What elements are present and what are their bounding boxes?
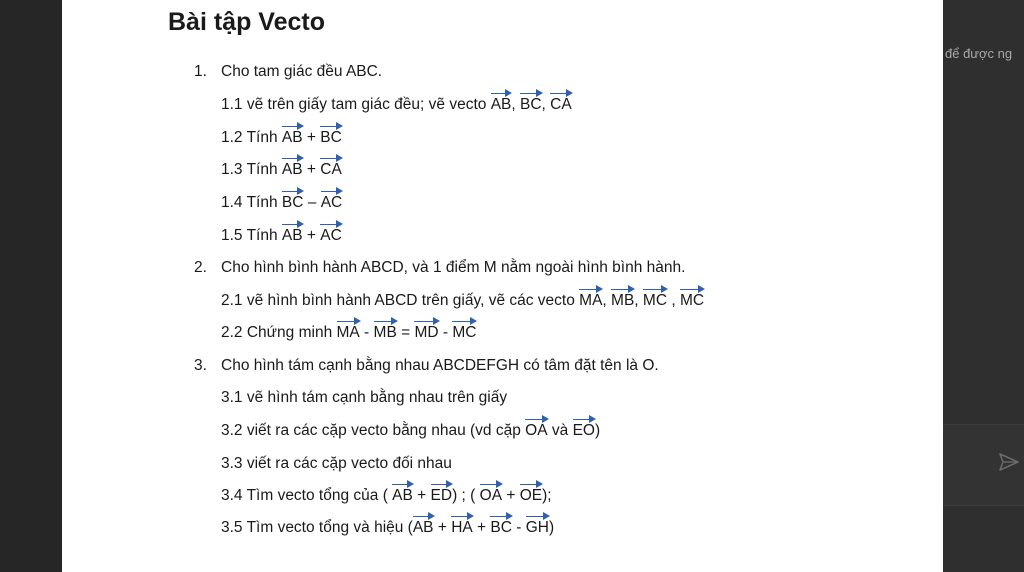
operator: – [303, 194, 321, 211]
vector-label: CA [320, 161, 342, 178]
sub-item-3-1 [221, 389, 507, 407]
sub-item-1-5 [221, 227, 342, 245]
vector-label: OA [479, 487, 503, 504]
sub-item-1-4 [221, 194, 342, 212]
side-panel-text: để được ng [945, 46, 1013, 61]
sub-text: 1.3 Tính [221, 161, 282, 178]
page-title: Bài tập Vecto [168, 8, 325, 36]
sub-text: 3.1 vẽ hình tám cạnh bằng nhau trên giấy [221, 389, 508, 406]
vector-label: BC [520, 96, 542, 113]
sub-text: ) ; ( [452, 487, 480, 504]
vector-label: MC [679, 292, 705, 309]
vector-label: MB [611, 292, 635, 309]
sub-item-3-5 [221, 519, 554, 537]
vector-label: AB [281, 227, 303, 244]
sub-item-3-3 [221, 455, 452, 473]
list-number-2: 2. [194, 259, 207, 276]
vector-label: MD [414, 324, 439, 341]
vector-label: MA [579, 292, 603, 309]
sub-text: , [667, 292, 680, 309]
operator: - [511, 519, 526, 536]
vector-label: OE [519, 487, 543, 504]
vector-label: EO [572, 422, 595, 439]
sub-text: và [547, 422, 573, 439]
sub-item-1-3 [221, 161, 342, 179]
sub-text: 1.1 vẽ trên giấy tam giác đều; vẽ vecto [221, 96, 491, 113]
operator: - [359, 324, 374, 341]
list-number-3: 3. [194, 357, 207, 374]
sub-text: , [602, 292, 612, 309]
left-dark-margin [0, 0, 62, 572]
operator: + [302, 161, 321, 178]
sub-text: ); [542, 487, 552, 504]
sub-item-1-1 [221, 96, 572, 114]
vector-label: MA [336, 324, 360, 341]
list-item-3: Cho hình tám cạnh bằng nhau ABCDEFGH có tâm đặt tên là O. [221, 357, 659, 374]
vector-label: MC [642, 292, 668, 309]
vector-label: AB [490, 96, 512, 113]
operator: + [412, 487, 431, 504]
sub-text: ) [549, 519, 555, 536]
sub-text: 2.2 Chứng minh [221, 324, 337, 341]
vector-label: OA [525, 422, 548, 439]
document-page [62, 0, 943, 572]
sub-item-2-2 [221, 324, 476, 342]
vector-label: MB [373, 324, 397, 341]
vector-label: BC [320, 129, 342, 146]
sub-text: , [511, 96, 520, 113]
sub-text: 3.5 Tìm vecto tổng và hiệu ( [221, 519, 413, 536]
sub-text: 1.4 Tính [221, 194, 282, 211]
sub-item-3-4 [221, 487, 552, 505]
operator: + [433, 519, 452, 536]
sub-text: 1.5 Tính [221, 227, 282, 244]
vector-label: AC [320, 227, 342, 244]
sub-item-2-1 [221, 292, 704, 310]
vector-label: CA [550, 96, 572, 113]
vector-label: MC [452, 324, 477, 341]
list-item-2: Cho hình bình hành ABCD, và 1 điểm M nằm ngoài hình bình hành. [221, 259, 686, 276]
sub-item-1-2 [221, 129, 342, 147]
sub-text: 2.1 vẽ hình bình hành ABCD trên giấy, vẽ các vecto [221, 292, 580, 309]
list-number-1: 1. [194, 63, 207, 80]
operator: + [472, 519, 491, 536]
vector-label: ED [430, 487, 453, 504]
sub-text: , [541, 96, 551, 113]
list-item-1: Cho tam giác đều ABC. [221, 63, 383, 80]
sub-item-3-2 [221, 422, 600, 440]
sub-text: 3.3 viết ra các cặp vecto đối nhau [221, 455, 452, 472]
sub-text: 3.4 Tìm vecto tổng của ( [221, 487, 393, 504]
operator: + [302, 227, 321, 244]
operator: + [502, 487, 520, 504]
sub-text: ) [594, 422, 601, 439]
vector-label: AB [412, 519, 434, 536]
vector-label: BC [281, 194, 304, 211]
vector-label: HA [451, 519, 473, 536]
sub-text: , [634, 292, 643, 309]
vector-label: AC [320, 194, 343, 211]
operator: + [302, 129, 321, 146]
operator: - [438, 324, 453, 341]
vector-label: AB [281, 161, 303, 178]
sub-text: 1.2 Tính [221, 129, 282, 146]
sub-text: 3.2 viết ra các cặp vecto bằng nhau (vd cặp [221, 422, 526, 439]
vector-label: GH [525, 519, 549, 536]
vector-label: AB [281, 129, 303, 146]
send-arrow-icon[interactable] [998, 452, 1020, 472]
vector-label: BC [490, 519, 512, 536]
operator: = [396, 324, 415, 341]
vector-label: AB [392, 487, 413, 504]
